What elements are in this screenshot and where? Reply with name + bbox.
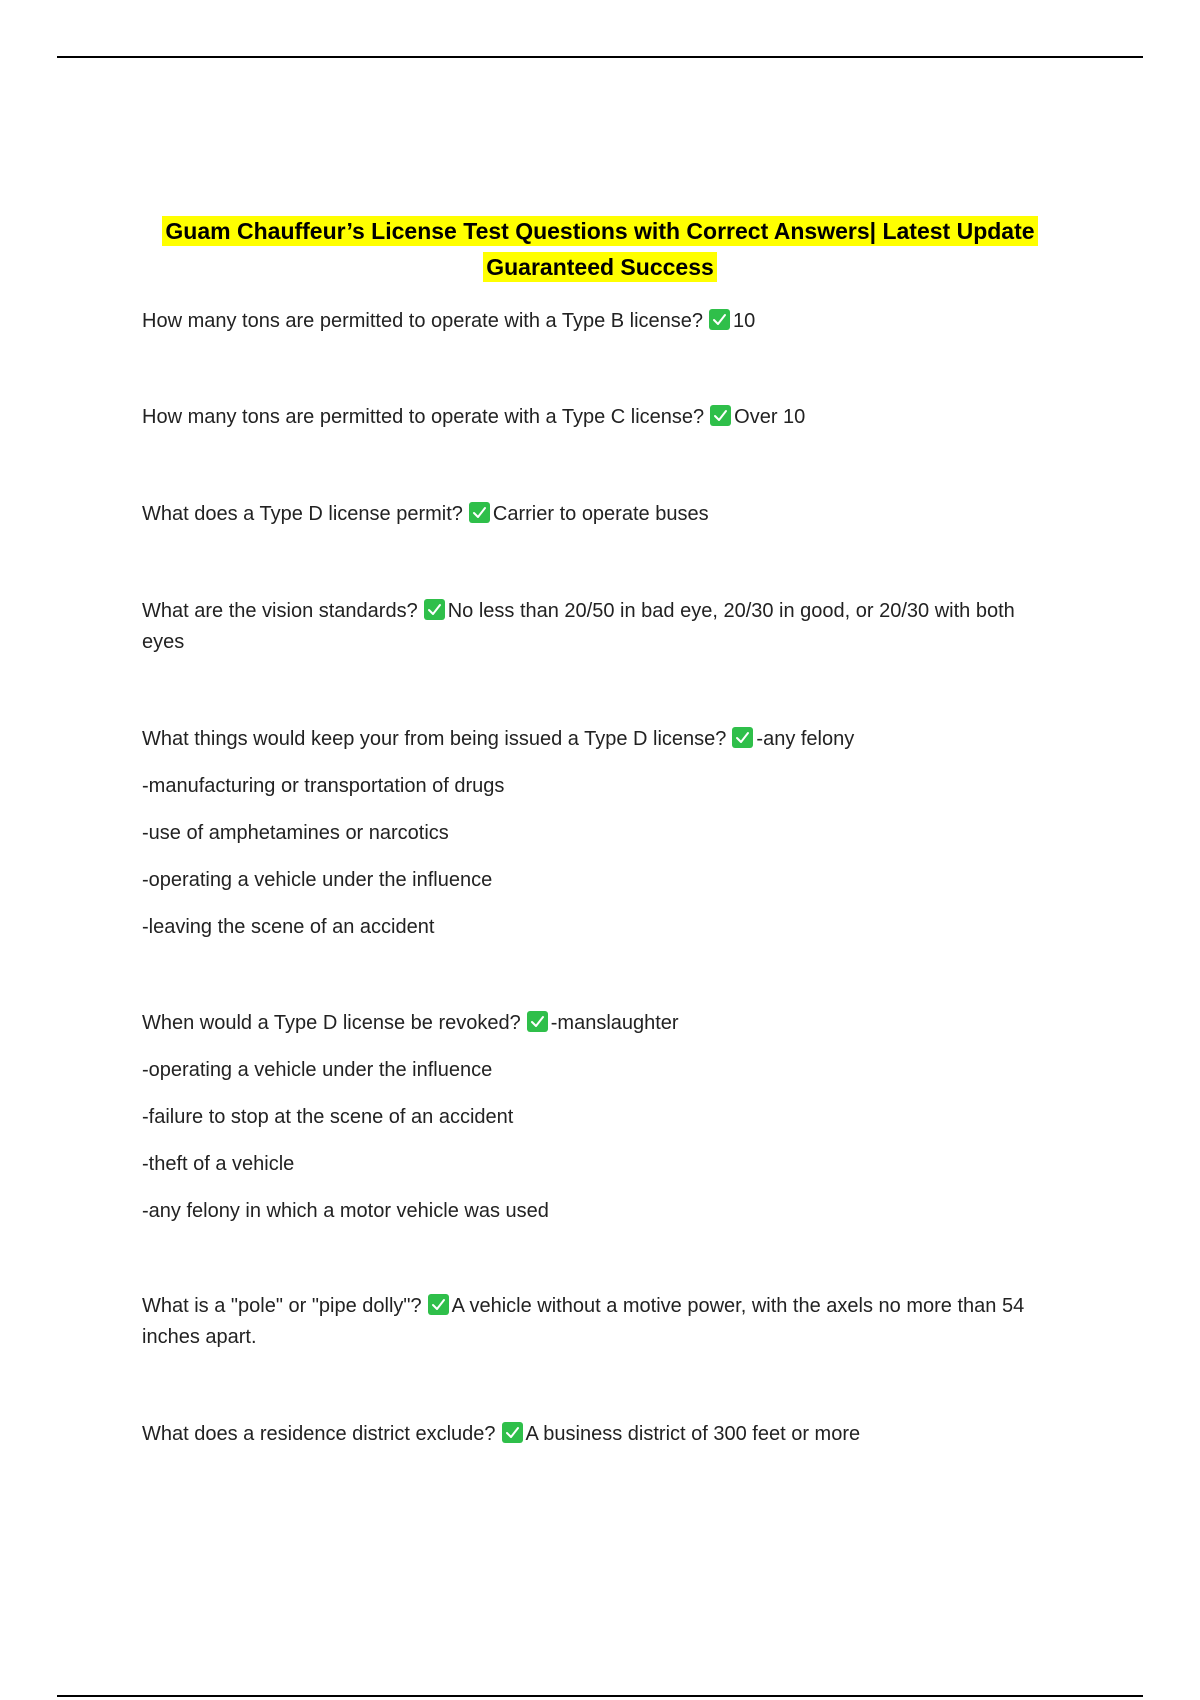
answer-list-item: -failure to stop at the scene of an accident <box>142 1106 514 1128</box>
check-mark-icon <box>428 1294 449 1315</box>
answer-list-item: -use of amphetamines or narcotics <box>142 822 449 844</box>
question-text: How many tons are permitted to operate with a Type C license? <box>142 406 705 428</box>
qa-first-line <box>142 724 1062 755</box>
qa-item <box>142 724 1062 943</box>
qa-item <box>142 1291 1062 1353</box>
answer-list-item: -operating a vehicle under the influence <box>142 869 493 891</box>
document-title <box>100 213 1100 285</box>
question-text: What are the vision standards? <box>142 600 418 622</box>
qa-item <box>142 402 1062 433</box>
title-line-1: Guam Chauffeur’s License Test Questions with Correct Answers| Latest Update <box>162 216 1037 246</box>
qa-item <box>142 1419 1062 1450</box>
top-rule <box>57 56 1143 58</box>
answer-text: Over 10 <box>734 406 806 428</box>
check-mark-icon <box>502 1422 523 1443</box>
check-mark-icon <box>709 309 730 330</box>
question-text: What does a Type D license permit? <box>142 503 463 525</box>
bottom-rule <box>57 1695 1143 1697</box>
qa-first-line <box>142 499 1062 530</box>
check-mark-icon <box>710 405 731 426</box>
answer-list-item: -theft of a vehicle <box>142 1153 295 1175</box>
check-mark-icon <box>732 727 753 748</box>
qa-first-line <box>142 1291 1062 1353</box>
answer-text: A business district of 300 feet or more <box>525 1423 861 1445</box>
question-text: When would a Type D license be revoked? <box>142 1012 521 1034</box>
qa-first-line <box>142 1419 1062 1450</box>
question-text: What is a "pole" or "pipe dolly"? <box>142 1295 422 1317</box>
answer-text: 10 <box>733 310 756 332</box>
qa-first-line <box>142 402 1062 433</box>
answer-text: A vehicle without a motive power, with the axels no more than 54 inches apart. <box>142 1295 1025 1348</box>
check-mark-icon <box>424 599 445 620</box>
answer-list-item: -manufacturing or transportation of drugs <box>142 775 505 797</box>
qa-item <box>142 596 1062 658</box>
check-mark-icon <box>469 502 490 523</box>
question-text: What things would keep your from being issued a Type D license? <box>142 728 727 750</box>
qa-item <box>142 306 1062 337</box>
question-text: How many tons are permitted to operate with a Type B license? <box>142 310 704 332</box>
qa-first-line <box>142 1008 1062 1039</box>
qa-first-line <box>142 306 1062 337</box>
answer-text: -any felony <box>756 728 855 750</box>
title-line-2: Guaranteed Success <box>483 252 717 282</box>
qa-item <box>142 499 1062 530</box>
answer-list-item: -any felony in which a motor vehicle was used <box>142 1200 549 1222</box>
check-mark-icon <box>527 1011 548 1032</box>
qa-first-line <box>142 596 1062 658</box>
answer-list-item: -operating a vehicle under the influence <box>142 1059 493 1081</box>
answer-text: No less than 20/50 in bad eye, 20/30 in good, or 20/30 with both eyes <box>142 600 1015 653</box>
answer-list-item: -leaving the scene of an accident <box>142 916 435 938</box>
answer-text: Carrier to operate buses <box>492 503 709 525</box>
qa-item <box>142 1008 1062 1227</box>
answer-text: -manslaughter <box>550 1012 679 1034</box>
question-text: What does a residence district exclude? <box>142 1423 496 1445</box>
